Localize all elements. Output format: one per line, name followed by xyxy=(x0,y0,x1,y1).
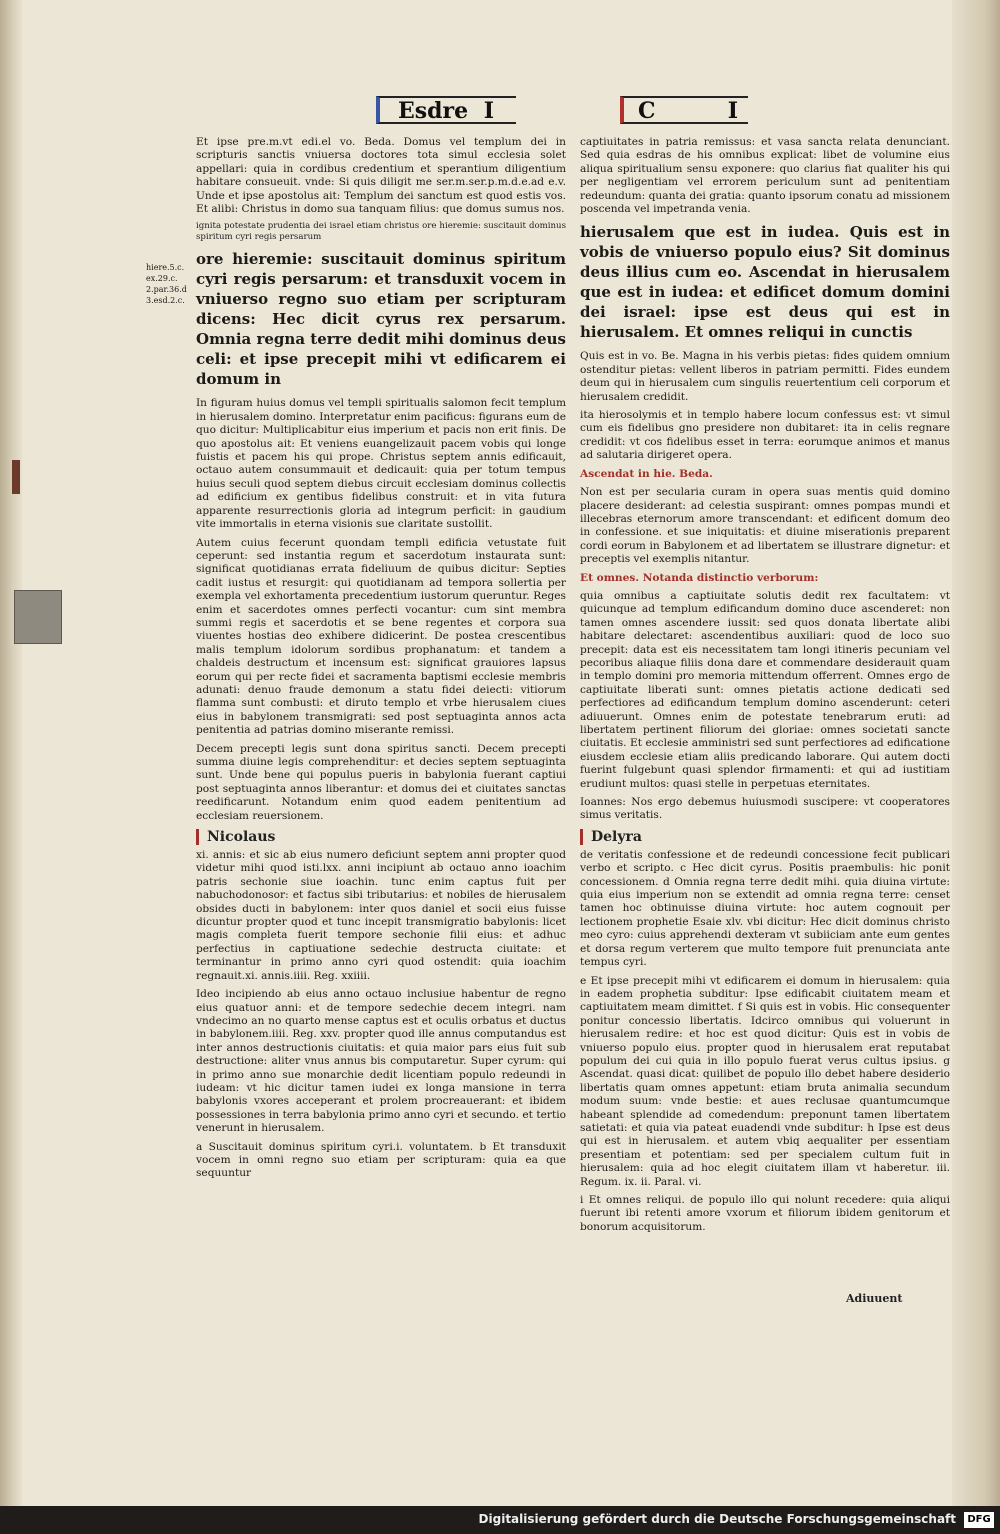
page-edge xyxy=(952,0,1000,1506)
rubric-ascendat: Ascendat in hie. Beda. xyxy=(580,467,713,480)
margin-references: hiere.5.c. ex.29.c. 2.par.36.d 3.esd.2.c. xyxy=(146,263,187,305)
left-interlinear-gloss: ignita potestate prudentia dei israel etiam christus ore hieremie: suscitauit dominus spiritum cyri regis persarum xyxy=(196,221,566,243)
right-commentary-5: de veritatis confessione et de redeundi concessione fecit publicari verbo et scripto. c Hec dicit cyrus. Positis praembulis: hic ponit concessionem. d Omnia regna terre dedit mihi. quia diuina virtute: quia eius imperium non se extendit ad omnia regna terre: censet tamen hoc obtinuisse diuina virtute: hoc autem cognouit per lectionem prophetie Esaie xlv. vbi dicitur: Hec dicit dominus christo meo cyro: cuius apprehendi dexteram vt subiiciam ante eum gentes et dorsa regum verterem que multo tempore fuit prenunciata ante tempus cyri. xyxy=(580,848,950,969)
rubric-et-omnes: Et omnes. Notanda distinctio verborum: xyxy=(580,571,819,584)
running-head-left-num: I xyxy=(483,98,494,124)
running-head-left-word: Esdre xyxy=(398,98,469,124)
right-scripture-text: hierusalem que est in iudea. Quis est in vobis de vniuerso populo eius? Sit dominus deus illius cum eo. Ascendat in hierusalem que est in iudea: et edificet domum domini dei israel: ipse est deus qui est in hierusalem. Et omnes reliqui in cunctis xyxy=(580,223,950,342)
right-commentary-7: i Et omnes reliqui. de populo illo qui nolunt recedere: quia aliqui fuerunt ibi retenti amore vxorum et filiorum ibidem genitorum et bonorum acquisitorum. xyxy=(580,1194,950,1233)
left-commentary-6: a Suscitauit dominus spiritum cyri.i. voluntatem. b Et transduxit vocem in omni regno suo etiam per scripturam: quia ea que sequuntur xyxy=(196,1140,566,1180)
catchword: Adiuuent xyxy=(846,1292,903,1305)
right-commentary-1: ita hierosolymis et in templo habere locum confessus est: vt simul cum eis fidelibus gno presidere non dubitaret: ita in celis regnare credidit: vt cos fidelibus esset in terra: eorumque animos et manus ad salutaria dirigeret opera. xyxy=(580,409,950,462)
text-columns xyxy=(196,136,958,1306)
running-head xyxy=(376,96,772,126)
right-commentary-2: Non est per secularia curam in opera suas mentis quid domino placere desiderant: ad celestia suspirant: omnes pompas mundi et illecebras eternorum amore transcendant: et edificent domum deo in confessione. et sue iniquitatis: et diuine miserationis preparent cordi eorum in Babylonem et ad libertatem se illustrare dignetur: et preceptis vel exemplis nitantur. xyxy=(580,486,950,566)
clasp-icon xyxy=(14,590,62,644)
running-head-right-num: I xyxy=(727,98,738,124)
left-commentary-1: In figuram huius domus vel templi spiritualis salomon fecit templum in hierusalem domino. Interpretatur enim pacificus: figurans eum de quo dicitur: Multiplicabitur eius imperium et pacis non erit finis. De quo apostolus ait: Et veniens euangelizauit pacem vobis qui longe fuistis et pacem his qui prope. Christus septem annis edificauit, octauo autem consummauit et dedicauit: quia per totum tempus huius seculi quod septem diebus circuit ecclesiam dominus collectis ad edificium ex gentibus fidelibus construit: et in vita futura apparente resurrectionis gloria ad integrum perficit: in gaudium vite immortalis in eterna visionis sue claritate sustollit. xyxy=(196,397,566,531)
footer-credit: Digitalisierung gefördert durch die Deutsche Forschungsgemeinschaft xyxy=(478,1512,956,1526)
running-head-left xyxy=(376,96,516,124)
right-top: captiuitates in patria remissus: et vasa sancta relata denunciant. Sed quia esdras de his omnibus explicat: libet de volumine eius aliqua spiritualium sensu exponere: quo clarius fiat qualiter his qui per negligentiam vel errorem periculum sunt ad penitentiam redeundum: quanta dei gratia: quanto ipsorum conatu ad missionem poscenda vel impetranda venia. xyxy=(580,136,950,216)
right-commentary-3: quia omnibus a captiuitate solutis dedit rex facultatem: vt quicunque ad templum edificandum domino duce ascenderet: non tamen omnes ascendere iussit: sed quos donata libertate alibi habitare delectaret: ascendentibus auxiliari: quod de loco suo precepit: data est eis necessitatem tam longi itineris pecuniam vel pecoribus aliaque filiis dona dare et commendare desiderauit quam in templo domini pro memoria mittendum offerrent. Omnes ergo de captiuitate liberati sunt: omnes pietatis actione dedicati sed perfectiores ad edificandum templum domino ascenderunt: ceteri adiuuerunt. Omnes enim de potestate tenebrarum eruti: ad libertatem pertinent filiorum dei gloriae: omnes societati sancte ciuitatis. Et ecclesie amministri sed sunt perfectiores ad edificatione eiusdem ecclesie etiam aliis predicando laborare. Qui autem docti fuerint fulgebunt quasi splendor firmamenti: et qui ad iustitiam erudiunt multos: quasi stelle in perpetuas eternitates. xyxy=(580,589,950,790)
left-scripture-text: ore hieremie: suscitauit dominus spiritum cyri regis persarum: et transduxit vocem in vniuerso regno suo etiam per scripturam dicens: Hec dicit cyrus rex persarum. Omnia regna terre dedit mihi dominus deus celi: et ipse precepit mihi vt edificarem ei domum in xyxy=(196,250,566,389)
left-commentary-5: Ideo incipiendo ab eius anno octauo inclusiue habentur de regno eius quatuor anni: et de tempore sedechie decem integri. nam vndecimo an no quarto mense captus est et oculis orbatus et ductus in babylonem.iiii. Reg. xxv. propter quod ille annus computandus est inter annos destructionis ciuitatis: et quia maior pars eius fuit sub destructione: aliter vnus annus bis computaretur. Super cyrum: qui in primo anno sue monarchie dedit licentiam populo redeundi in iudeam: vt hic dicitur tamen iudei ex longa mansione in terra babylonis vxores acceperant et prolem procreauerant: et ibidem possessiones in terra babylonia primo anno cyri et secundo. et tertio venerunt in hierusalem. xyxy=(196,988,566,1135)
running-head-right xyxy=(620,96,748,124)
bookmark-tab xyxy=(12,460,20,494)
dfg-logo-icon: DFG xyxy=(964,1512,994,1528)
left-commentary-2: Autem cuius fecerunt quondam templi edificia vetustate fuit ceperunt: sed instantia regum et sacerdotum instaurata sunt: significat quotidianas errata fideliuum de quibus dicitur: Septies cadit iustus et resurgit: qui quotidianam ad tempora sollertia per exempla vel exhortamenta precedentium iustorum queruntur. Reges enim et sacerdotes omnes perfecti vocantur: cum sint membra summi regis et sacerdotis et se bene regentes et corpora sua viuentes hostias deo exhibere didicerint. De postea crescentibus malis templum idolorum sordibus prophanatum: et tandem a chaldeis destructum et incensum est: significat grauiores lapsus eorum qui per recte fidei et sacramenta baptismi ecclesie membris adunati: denuo fraude demonum a statu fidei deiecti: vitiorum flamma sunt combusti: et diruto templo et vrbe hierusalem ciues eius in babylonem transmigrati: sed post septuaginta annos acta penitentia ad patrias domino miserante remissi. xyxy=(196,536,566,737)
running-head-right-word: C xyxy=(638,98,656,124)
left-column xyxy=(196,136,566,1186)
section-head-delyra: Delyra xyxy=(580,829,950,845)
right-column xyxy=(580,136,950,1239)
section-head-nicolaus: Nicolaus xyxy=(196,829,566,845)
left-commentary-3: Decem precepti legis sunt dona spiritus sancti. Decem precepti summa diuine legis comprehenditur: et decies septem septuaginta sunt. Unde bene qui populus pueris in babylonia fuerant captiui post septuaginta annos liberantur: et domus dei et ciuitates sanctas reedificarunt. Notandum enim quod eadem penitentium ad ecclesiam reuersionem. xyxy=(196,742,566,822)
right-side-gloss: Quis est in vo. Be. Magna in his verbis pietas: fides quidem omnium ostenditur pietas: vellent liberos in patriam permitti. Fides eundem deum qui in hierusalem cum singulis reuertentium celi corporum et hierusalem credidit. xyxy=(580,350,950,403)
right-commentary-6: e Et ipse precepit mihi vt edificarem ei domum in hierusalem: quia in eadem prophetia subditur: Ipse edificabit ciuitatem meam et captiuitatem meam dimittet. f Si quis est in vobis. Hic consequenter ponitur concessio libertatis. Idcirco omnibus qui voluerunt in hierusalem redire: et hoc est quod dicitur: Quis est in vobis de vniuerso populo eius. propter quod in hierusalem erat reputabat populum dei cui quia in illo populo fuerat verus cultus ipsius. g Ascendat. quasi dicat: quilibet de populo illo debet habere desiderio libertatis quam omnes appetunt: etiam bruta animalia secundum modum suum: vnde bestie: et aues reclusae quantumcumque habeant splendide ad comedendum: preponunt tamen libertatem satietati: et quia via pateat euadendi vnde subditur: h Ipse est deus qui est in hierusalem. et autem vbiq aequaliter per essentiam presentiam et potentiam: sed per specialem cultum fuit in hierusalem: quia ad hoc elegit ciuitatem illam vt haberetur. iii. Regum. ix. ii. Paral. vi. xyxy=(580,974,950,1188)
binding-edge xyxy=(0,0,22,1506)
left-intro: Et ipse pre.m.vt edi.el vo. Beda. Domus vel templum dei in scripturis sanctis vniuersa doctores tota simul ecclesia solet appellari: quia in cordibus credentium et sperantium diligentium habitare consueuit. vnde: Si quis diligit me ser.m.ser.p.m.d.e.ad e.v. Unde et ipse apostolus ait: Templum dei sanctum est quod estis vos. Et alibi: Christus in domo sua tanquam filius: que domus sumus nos. xyxy=(196,136,566,216)
footer-bar xyxy=(0,1506,1000,1534)
left-commentary-4: xi. annis: et sic ab eius numero deficiunt septem anni propter quod videtur mihi quod isti.lxx. anni incipiunt ab octauo anno ioachim patris sechonie siue ioachin. tunc enim captus fuit per nabuchodonosor: et factus sibi tributarius: et nobiles de hierusalem obsides ducti in babylonem: inter quos daniel et socii eius fuisse dicuntur propter quod et tunc incepit transmigratio babylonis: licet magis completa fuerit tempore sechonie filii eius: et adhuc perfectius in captiuatione sedechie destructa ciuitate: et terminantur in primo anno cyri quod ostendit: quia ioachim regnauit.xi. annis.iiii. Reg. xxiiii. xyxy=(196,849,566,982)
right-commentary-4: Ioannes: Nos ergo debemus huiusmodi suscipere: vt cooperatores simus veritatis. xyxy=(580,796,950,822)
